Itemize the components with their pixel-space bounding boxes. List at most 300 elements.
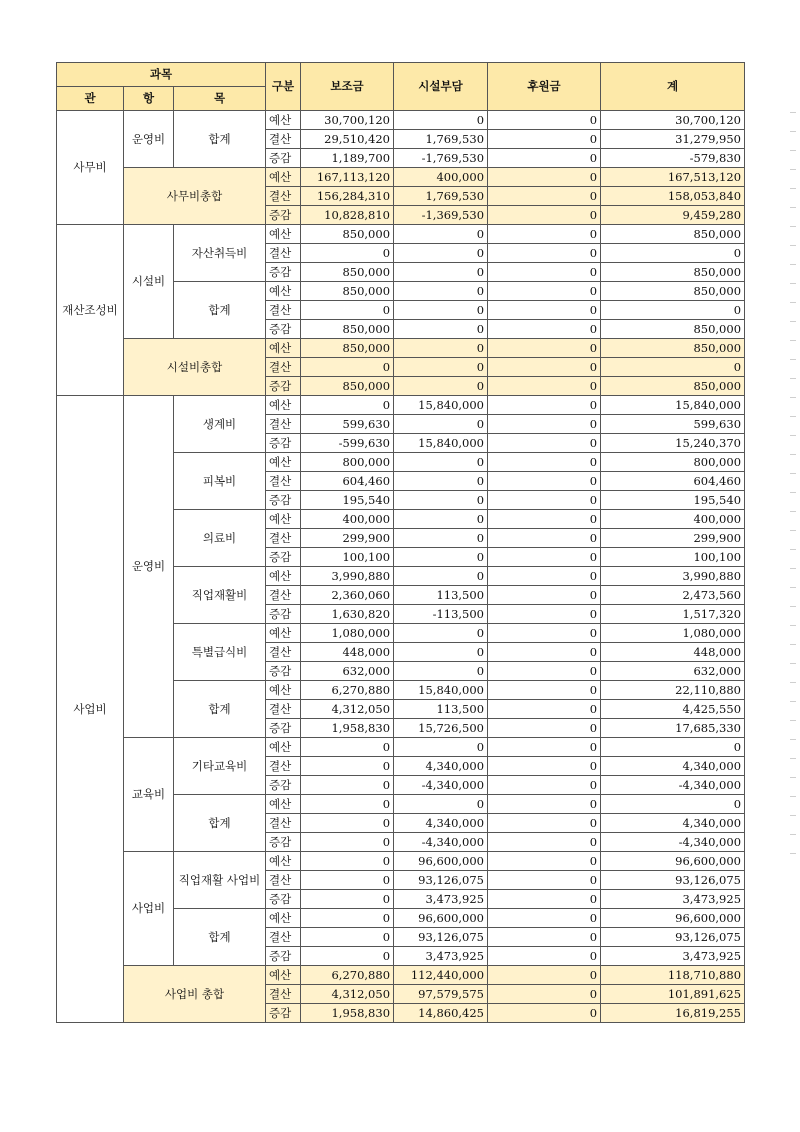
gubun-cell: 결산 [266, 928, 301, 947]
donation-cell: 0 [488, 301, 601, 320]
gubun-cell: 결산 [266, 130, 301, 149]
table-row [57, 852, 745, 871]
donation-cell: 0 [488, 168, 601, 187]
total-cell: 1,517,320 [601, 605, 745, 624]
subsidy-cell: 299,900 [301, 529, 394, 548]
gubun-cell: 예산 [266, 510, 301, 529]
subsidy-cell: 0 [301, 890, 394, 909]
subsidy-cell: 30,700,120 [301, 111, 394, 130]
subsidy-cell: 0 [301, 795, 394, 814]
gubun-cell: 예산 [266, 681, 301, 700]
header-gubun: 구분 [266, 63, 301, 111]
subsidy-cell: 850,000 [301, 225, 394, 244]
donation-cell: 0 [488, 871, 601, 890]
gubun-cell: 예산 [266, 852, 301, 871]
gubun-cell: 결산 [266, 814, 301, 833]
subsidy-cell: 448,000 [301, 643, 394, 662]
edge-mark [790, 720, 796, 721]
facility-cell: 112,440,000 [394, 966, 488, 985]
subsidy-cell: 100,100 [301, 548, 394, 567]
facility-cell: 93,126,075 [394, 928, 488, 947]
total-cell: 850,000 [601, 282, 745, 301]
gubun-cell: 증감 [266, 662, 301, 681]
gubun-cell: 증감 [266, 890, 301, 909]
mok-cell: 합계 [174, 681, 266, 738]
edge-mark [790, 739, 796, 740]
total-cell: -4,340,000 [601, 776, 745, 795]
facility-cell: 96,600,000 [394, 909, 488, 928]
donation-cell: 0 [488, 890, 601, 909]
edge-mark [790, 815, 796, 816]
edge-mark [790, 511, 796, 512]
donation-cell: 0 [488, 833, 601, 852]
subsidy-cell: 0 [301, 358, 394, 377]
gubun-cell: 예산 [266, 567, 301, 586]
gwan-cell: 재산조성비 [57, 225, 124, 396]
total-cell: 3,473,925 [601, 890, 745, 909]
subsidy-cell: 3,990,880 [301, 567, 394, 586]
donation-cell: 0 [488, 130, 601, 149]
donation-cell: 0 [488, 1004, 601, 1023]
gubun-cell: 결산 [266, 985, 301, 1004]
edge-mark [790, 834, 796, 835]
donation-cell: 0 [488, 358, 601, 377]
donation-cell: 0 [488, 700, 601, 719]
subsidy-cell: 0 [301, 909, 394, 928]
edge-mark [790, 758, 796, 759]
hang-cell: 시설비 [124, 225, 174, 339]
subsidy-cell: 0 [301, 928, 394, 947]
subsidy-cell: 167,113,120 [301, 168, 394, 187]
gubun-cell: 예산 [266, 168, 301, 187]
donation-cell: 0 [488, 757, 601, 776]
mok-cell: 기타교육비 [174, 738, 266, 795]
facility-cell: 0 [394, 225, 488, 244]
mok-cell: 특별급식비 [174, 624, 266, 681]
total-cell: 0 [601, 358, 745, 377]
facility-cell: 0 [394, 738, 488, 757]
subsidy-cell: 0 [301, 833, 394, 852]
total-cell: 299,900 [601, 529, 745, 548]
mok-cell: 생계비 [174, 396, 266, 453]
subsidy-cell: 6,270,880 [301, 681, 394, 700]
header-mok: 목 [174, 87, 266, 111]
donation-cell: 0 [488, 985, 601, 1004]
total-cell: 96,600,000 [601, 852, 745, 871]
donation-cell: 0 [488, 282, 601, 301]
total-cell: 3,473,925 [601, 947, 745, 966]
subsidy-cell: 6,270,880 [301, 966, 394, 985]
hang-cell: 운영비 [124, 111, 174, 168]
total-cell: 195,540 [601, 491, 745, 510]
facility-cell: 0 [394, 643, 488, 662]
donation-cell: 0 [488, 396, 601, 415]
subsidy-cell: 632,000 [301, 662, 394, 681]
total-cell: -4,340,000 [601, 833, 745, 852]
donation-cell: 0 [488, 947, 601, 966]
total-cell: 4,425,550 [601, 700, 745, 719]
donation-cell: 0 [488, 472, 601, 491]
total-cell: 158,053,840 [601, 187, 745, 206]
gubun-cell: 결산 [266, 244, 301, 263]
table-body [57, 111, 745, 1023]
subsidy-cell: 1,958,830 [301, 1004, 394, 1023]
facility-cell: 0 [394, 320, 488, 339]
total-cell: 632,000 [601, 662, 745, 681]
gubun-cell: 증감 [266, 263, 301, 282]
facility-cell: 0 [394, 263, 488, 282]
total-label-cell: 시설비총합 [124, 339, 266, 396]
mok-cell: 직업재활 사업비 [174, 852, 266, 909]
facility-cell: 113,500 [394, 586, 488, 605]
gubun-cell: 예산 [266, 966, 301, 985]
donation-cell: 0 [488, 586, 601, 605]
facility-cell: 1,769,530 [394, 130, 488, 149]
subsidy-cell: 0 [301, 757, 394, 776]
gubun-cell: 결산 [266, 472, 301, 491]
facility-cell: 3,473,925 [394, 947, 488, 966]
facility-cell: 0 [394, 377, 488, 396]
gubun-cell: 예산 [266, 795, 301, 814]
donation-cell: 0 [488, 681, 601, 700]
gubun-cell: 증감 [266, 548, 301, 567]
edge-mark [790, 549, 796, 550]
subsidy-cell: 850,000 [301, 320, 394, 339]
edge-mark [790, 321, 796, 322]
total-cell: 2,473,560 [601, 586, 745, 605]
header-facility: 시설부담 [394, 63, 488, 111]
subsidy-cell: 0 [301, 738, 394, 757]
donation-cell: 0 [488, 225, 601, 244]
donation-cell: 0 [488, 339, 601, 358]
facility-cell: 1,769,530 [394, 187, 488, 206]
header-gwan: 관 [57, 87, 124, 111]
edge-mark [790, 207, 796, 208]
facility-cell: 0 [394, 244, 488, 263]
donation-cell: 0 [488, 605, 601, 624]
facility-cell: -113,500 [394, 605, 488, 624]
gubun-cell: 결산 [266, 187, 301, 206]
gubun-cell: 증감 [266, 719, 301, 738]
subsidy-cell: 156,284,310 [301, 187, 394, 206]
total-cell: 850,000 [601, 320, 745, 339]
total-cell: 9,459,280 [601, 206, 745, 225]
mok-cell: 합계 [174, 909, 266, 966]
budget-settlement-table [56, 62, 745, 1023]
donation-cell: 0 [488, 814, 601, 833]
facility-cell: 0 [394, 282, 488, 301]
subsidy-cell: 2,360,060 [301, 586, 394, 605]
gubun-cell: 결산 [266, 529, 301, 548]
donation-cell: 0 [488, 244, 601, 263]
subsidy-cell: 850,000 [301, 263, 394, 282]
gubun-cell: 결산 [266, 586, 301, 605]
facility-cell: 14,860,425 [394, 1004, 488, 1023]
total-cell: 118,710,880 [601, 966, 745, 985]
edge-mark [790, 283, 796, 284]
gubun-cell: 예산 [266, 453, 301, 472]
subsidy-cell: 0 [301, 776, 394, 795]
facility-cell: 0 [394, 301, 488, 320]
subsidy-cell: 1,080,000 [301, 624, 394, 643]
facility-cell: 15,840,000 [394, 681, 488, 700]
total-label-cell: 사업비 총합 [124, 966, 266, 1023]
donation-cell: 0 [488, 320, 601, 339]
gubun-cell: 예산 [266, 909, 301, 928]
gubun-cell: 증감 [266, 320, 301, 339]
total-cell: 96,600,000 [601, 909, 745, 928]
total-cell: 17,685,330 [601, 719, 745, 738]
donation-cell: 0 [488, 795, 601, 814]
donation-cell: 0 [488, 149, 601, 168]
subsidy-cell: 1,630,820 [301, 605, 394, 624]
subsidy-cell: 29,510,420 [301, 130, 394, 149]
total-cell: 400,000 [601, 510, 745, 529]
edge-mark [790, 473, 796, 474]
subsidy-cell: 0 [301, 852, 394, 871]
edge-mark [790, 302, 796, 303]
subsidy-cell: 0 [301, 814, 394, 833]
gwan-cell: 사무비 [57, 111, 124, 225]
edge-mark [790, 625, 796, 626]
donation-cell: 0 [488, 852, 601, 871]
mok-cell: 합계 [174, 111, 266, 168]
edge-mark [790, 435, 796, 436]
total-cell: 850,000 [601, 263, 745, 282]
total-cell: 4,340,000 [601, 814, 745, 833]
table-row [57, 396, 745, 415]
edge-mark [790, 530, 796, 531]
edge-mark [790, 188, 796, 189]
subsidy-cell: 1,189,700 [301, 149, 394, 168]
mok-cell: 의료비 [174, 510, 266, 567]
edge-mark [790, 264, 796, 265]
subsidy-cell: 850,000 [301, 282, 394, 301]
donation-cell: 0 [488, 738, 601, 757]
donation-cell: 0 [488, 377, 601, 396]
gubun-cell: 증감 [266, 206, 301, 225]
gubun-cell: 결산 [266, 643, 301, 662]
facility-cell: 0 [394, 472, 488, 491]
edge-mark [790, 777, 796, 778]
total-row [57, 966, 745, 985]
edge-mark [790, 796, 796, 797]
total-row [57, 168, 745, 187]
total-label-cell: 사무비총합 [124, 168, 266, 225]
hang-cell: 운영비 [124, 396, 174, 738]
facility-cell: -1,369,530 [394, 206, 488, 225]
edge-mark [790, 568, 796, 569]
facility-cell: 400,000 [394, 168, 488, 187]
total-cell: 448,000 [601, 643, 745, 662]
facility-cell: 4,340,000 [394, 757, 488, 776]
total-cell: 167,513,120 [601, 168, 745, 187]
total-cell: -579,830 [601, 149, 745, 168]
facility-cell: 3,473,925 [394, 890, 488, 909]
total-cell: 0 [601, 301, 745, 320]
subsidy-cell: 10,828,810 [301, 206, 394, 225]
donation-cell: 0 [488, 415, 601, 434]
edge-mark [790, 359, 796, 360]
gubun-cell: 예산 [266, 339, 301, 358]
facility-cell: 0 [394, 510, 488, 529]
facility-cell: 15,840,000 [394, 396, 488, 415]
mok-cell: 직업재활비 [174, 567, 266, 624]
total-cell: 850,000 [601, 339, 745, 358]
total-cell: 800,000 [601, 453, 745, 472]
donation-cell: 0 [488, 491, 601, 510]
edge-mark [790, 454, 796, 455]
gubun-cell: 증감 [266, 149, 301, 168]
gubun-cell: 예산 [266, 624, 301, 643]
donation-cell: 0 [488, 510, 601, 529]
gubun-cell: 증감 [266, 776, 301, 795]
subsidy-cell: 1,958,830 [301, 719, 394, 738]
total-cell: 31,279,950 [601, 130, 745, 149]
header-hang: 항 [124, 87, 174, 111]
facility-cell: 0 [394, 453, 488, 472]
gubun-cell: 예산 [266, 225, 301, 244]
edge-mark [790, 131, 796, 132]
table-row [57, 111, 745, 130]
donation-cell: 0 [488, 567, 601, 586]
facility-cell: 96,600,000 [394, 852, 488, 871]
facility-cell: 0 [394, 491, 488, 510]
gubun-cell: 예산 [266, 111, 301, 130]
gubun-cell: 예산 [266, 738, 301, 757]
donation-cell: 0 [488, 263, 601, 282]
total-cell: 15,840,000 [601, 396, 745, 415]
table-header [57, 63, 745, 111]
subsidy-cell: 400,000 [301, 510, 394, 529]
gubun-cell: 증감 [266, 377, 301, 396]
gubun-cell: 증감 [266, 434, 301, 453]
header-subsidy: 보조금 [301, 63, 394, 111]
edge-mark [790, 169, 796, 170]
total-cell: 850,000 [601, 377, 745, 396]
facility-cell: 97,579,575 [394, 985, 488, 1004]
facility-cell: 0 [394, 529, 488, 548]
subsidy-cell: 0 [301, 947, 394, 966]
mok-cell: 합계 [174, 282, 266, 339]
total-cell: 15,240,370 [601, 434, 745, 453]
subsidy-cell: 850,000 [301, 339, 394, 358]
facility-cell: -4,340,000 [394, 776, 488, 795]
edge-mark [790, 606, 796, 607]
gubun-cell: 증감 [266, 1004, 301, 1023]
edge-mark [790, 226, 796, 227]
subsidy-cell: 0 [301, 871, 394, 890]
edge-mark [790, 150, 796, 151]
edge-mark [790, 397, 796, 398]
edge-mark [790, 112, 796, 113]
gubun-cell: 증감 [266, 833, 301, 852]
facility-cell: 0 [394, 567, 488, 586]
gubun-cell: 예산 [266, 282, 301, 301]
facility-cell: 15,726,500 [394, 719, 488, 738]
donation-cell: 0 [488, 966, 601, 985]
mok-cell: 합계 [174, 795, 266, 852]
header-gwamok: 과목 [57, 63, 266, 87]
donation-cell: 0 [488, 529, 601, 548]
total-cell: 0 [601, 244, 745, 263]
gubun-cell: 예산 [266, 396, 301, 415]
donation-cell: 0 [488, 776, 601, 795]
edge-mark [790, 245, 796, 246]
subsidy-cell: 800,000 [301, 453, 394, 472]
total-cell: 599,630 [601, 415, 745, 434]
subsidy-cell: 0 [301, 244, 394, 263]
total-cell: 1,080,000 [601, 624, 745, 643]
facility-cell: 0 [394, 111, 488, 130]
mok-cell: 자산취득비 [174, 225, 266, 282]
table-row [57, 225, 745, 244]
header-donation: 후원금 [488, 63, 601, 111]
total-cell: 101,891,625 [601, 985, 745, 1004]
donation-cell: 0 [488, 434, 601, 453]
total-row [57, 339, 745, 358]
total-cell: 30,700,120 [601, 111, 745, 130]
donation-cell: 0 [488, 624, 601, 643]
subsidy-cell: 604,460 [301, 472, 394, 491]
gubun-cell: 결산 [266, 757, 301, 776]
gwan-cell: 사업비 [57, 396, 124, 1023]
edge-mark [790, 682, 796, 683]
subsidy-cell: 4,312,050 [301, 700, 394, 719]
edge-mark [790, 853, 796, 854]
facility-cell: 0 [394, 415, 488, 434]
facility-cell: -1,769,530 [394, 149, 488, 168]
facility-cell: 93,126,075 [394, 871, 488, 890]
facility-cell: 15,840,000 [394, 434, 488, 453]
donation-cell: 0 [488, 548, 601, 567]
donation-cell: 0 [488, 187, 601, 206]
total-cell: 93,126,075 [601, 871, 745, 890]
facility-cell: 0 [394, 358, 488, 377]
edge-mark [790, 587, 796, 588]
edge-mark [790, 644, 796, 645]
facility-cell: 0 [394, 662, 488, 681]
total-cell: 16,819,255 [601, 1004, 745, 1023]
edge-mark [790, 416, 796, 417]
facility-cell: 4,340,000 [394, 814, 488, 833]
hang-cell: 교육비 [124, 738, 174, 852]
gubun-cell: 결산 [266, 301, 301, 320]
subsidy-cell: 599,630 [301, 415, 394, 434]
total-cell: 3,990,880 [601, 567, 745, 586]
header-total: 계 [601, 63, 745, 111]
gubun-cell: 증감 [266, 605, 301, 624]
gubun-cell: 증감 [266, 947, 301, 966]
total-cell: 4,340,000 [601, 757, 745, 776]
hang-cell: 사업비 [124, 852, 174, 966]
donation-cell: 0 [488, 719, 601, 738]
edge-mark [790, 378, 796, 379]
edge-mark [790, 340, 796, 341]
donation-cell: 0 [488, 206, 601, 225]
mok-cell: 피복비 [174, 453, 266, 510]
gubun-cell: 증감 [266, 491, 301, 510]
subsidy-cell: 0 [301, 301, 394, 320]
facility-cell: -4,340,000 [394, 833, 488, 852]
total-cell: 0 [601, 795, 745, 814]
donation-cell: 0 [488, 928, 601, 947]
facility-cell: 0 [394, 624, 488, 643]
subsidy-cell: 850,000 [301, 377, 394, 396]
donation-cell: 0 [488, 662, 601, 681]
total-cell: 93,126,075 [601, 928, 745, 947]
subsidy-cell: 4,312,050 [301, 985, 394, 1004]
